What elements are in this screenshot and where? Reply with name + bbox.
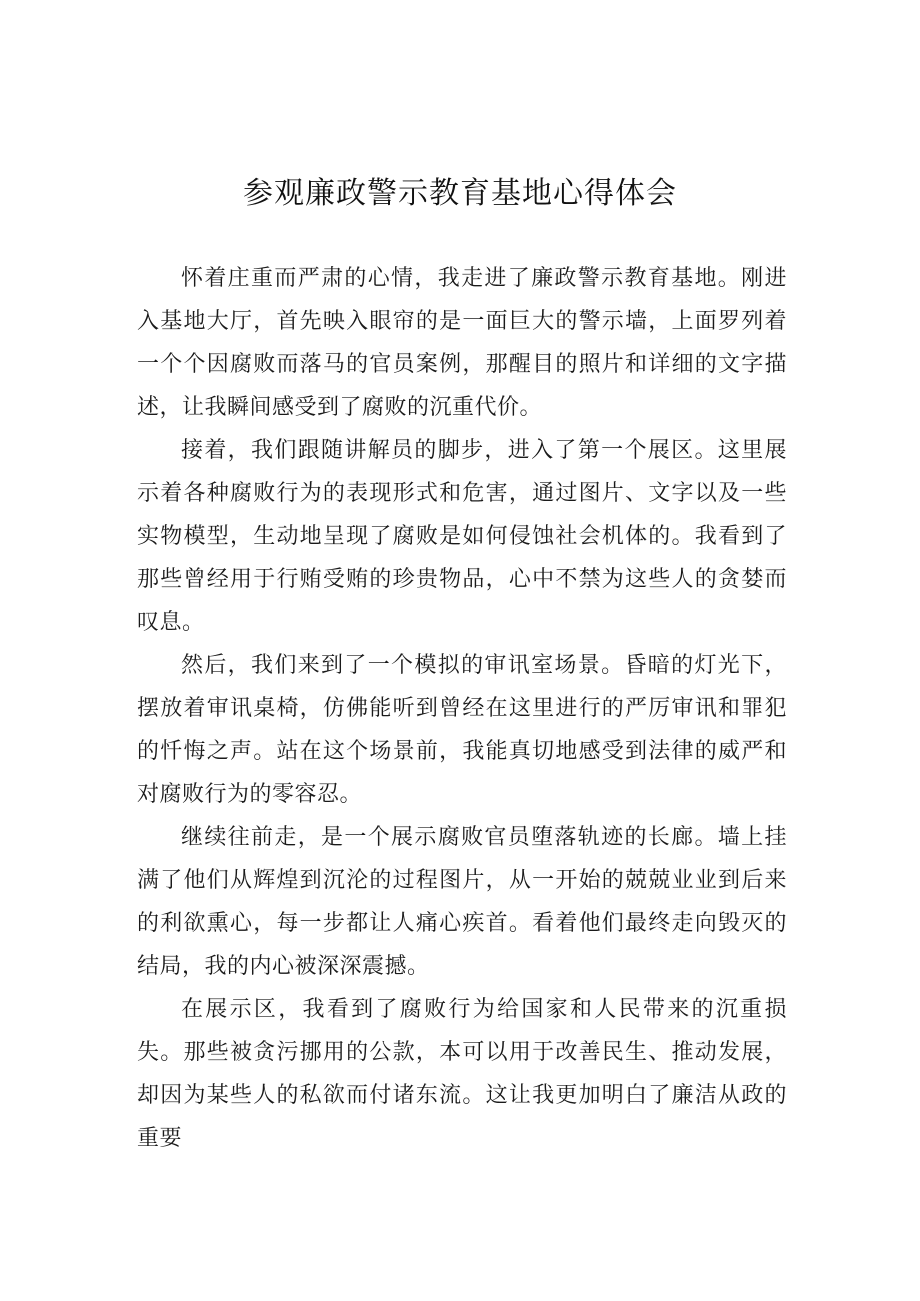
document-body	[137, 257, 787, 1160]
paragraph-5: 在展示区，我看到了腐败行为给国家和人民带来的沉重损失。那些被贪污挪用的公款，本可以用于改善民生、推动发展，却因为某些人的私欲而付诸东流。这让我更加明白了廉洁从政的重要	[137, 997, 787, 1151]
paragraph-3: 然后，我们来到了一个模拟的审讯室场景。昏暗的灯光下，摆放着审讯桌椅，仿佛能听到曾经在这里进行的严厉审讯和罪犯的忏悔之声。站在这个场景前，我能真切地感受到法律的威严和对腐败行为的零容忍。	[137, 653, 787, 807]
document-title: 参观廉政警示教育基地心得体会	[243, 176, 677, 211]
paragraph-4: 继续往前走，是一个展示腐败官员堕落轨迹的长廊。墙上挂满了他们从辉煌到沉沦的过程图片，从一开始的兢兢业业到后来的利欲熏心，每一步都让人痛心疾首。看着他们最终走向毁灭的结局，我的内心被深深震撼。	[137, 825, 787, 979]
paragraph-1: 怀着庄重而严肃的心情，我走进了廉政警示教育基地。刚进入基地大厅，首先映入眼帘的是一面巨大的警示墙，上面罗列着一个个因腐败而落马的官员案例，那醒目的照片和详细的文字描述，让我瞬间感受到了腐败的沉重代价。	[137, 266, 787, 420]
paragraph-2: 接着，我们跟随讲解员的脚步，进入了第一个展区。这里展示着各种腐败行为的表现形式和危害，通过图片、文字以及一些实物模型，生动地呈现了腐败是如何侵蚀社会机体的。我看到了那些曾经用于行贿受贿的珍贵物品，心中不禁为这些人的贪婪而叹息。	[137, 438, 787, 635]
